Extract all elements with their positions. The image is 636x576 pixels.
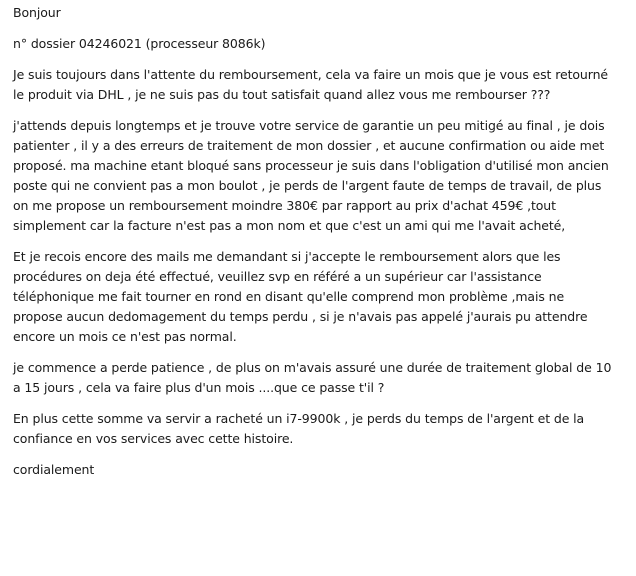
text-line: Je suis toujours dans l'attente du remboursement, cela va faire un mois que je vous est retourné — [13, 67, 608, 82]
text-line: proposé. ma machine etant bloqué sans processeur je suis dans l'obligation d'utilisé mon ancien — [13, 158, 609, 173]
text-line: procédures on deja été effectué, veuillez svp en référé a un supérieur car l'assistance — [13, 269, 542, 284]
closing: cordialement — [13, 462, 95, 477]
text-line: on me propose un remboursement moindre 380€ par rapport au prix d'achat 459€ ,tout — [13, 198, 556, 213]
text-line: a 15 jours , cela va faire plus d'un mois ....que ce passe t'il ? — [13, 380, 385, 395]
text-line: Et je recois encore des mails me demandant si j'accepte le remboursement alors que les — [13, 249, 561, 264]
text-line: encore un mois ce n'est pas normal. — [13, 329, 237, 344]
letter-body — [13, 3, 629, 491]
text-line: j'attends depuis longtemps et je trouve votre service de garantie un peu mitigé au final , je dois — [13, 118, 605, 133]
greeting: Bonjour — [13, 5, 61, 20]
paragraph-emails — [13, 247, 629, 347]
text-line: je commence a perde patience , de plus on m'avais assuré une durée de traitement global de 10 — [13, 360, 612, 375]
paragraph-refund-waiting — [13, 65, 629, 105]
text-line: le produit via DHL , je ne suis pas du tout satisfait quand allez vous me rembourser ??? — [13, 87, 551, 102]
text-line: poste qui ne convient pas a mon boulot , je perds de l'argent faute de temps de travail, de plus — [13, 178, 602, 193]
paragraph-warranty-complaint — [13, 116, 629, 236]
text-line: simplement car la facture n'est pas a mon nom et que c'est un ami qui me l'avait acheté, — [13, 218, 566, 233]
text-line: propose aucun dedomagement du temps perdu , si je n'avais pas appelé j'aurais pu attendre — [13, 309, 588, 324]
dossier-reference: n° dossier 04246021 (processeur 8086k) — [13, 36, 266, 51]
text-line: En plus cette somme va servir a racheté un i7-9900k , je perds du temps de l'argent et de la — [13, 411, 585, 426]
paragraph-replacement — [13, 409, 629, 449]
text-line: patienter , il y a des erreurs de traitement de mon dossier , et aucune confirmation ou aide met — [13, 138, 605, 153]
text-line: confiance en vos services avec cette histoire. — [13, 431, 294, 446]
paragraph-patience — [13, 358, 629, 398]
text-line: téléphonique me fait tourner en rond en disant qu'elle comprend mon problème ,mais ne — [13, 289, 565, 304]
